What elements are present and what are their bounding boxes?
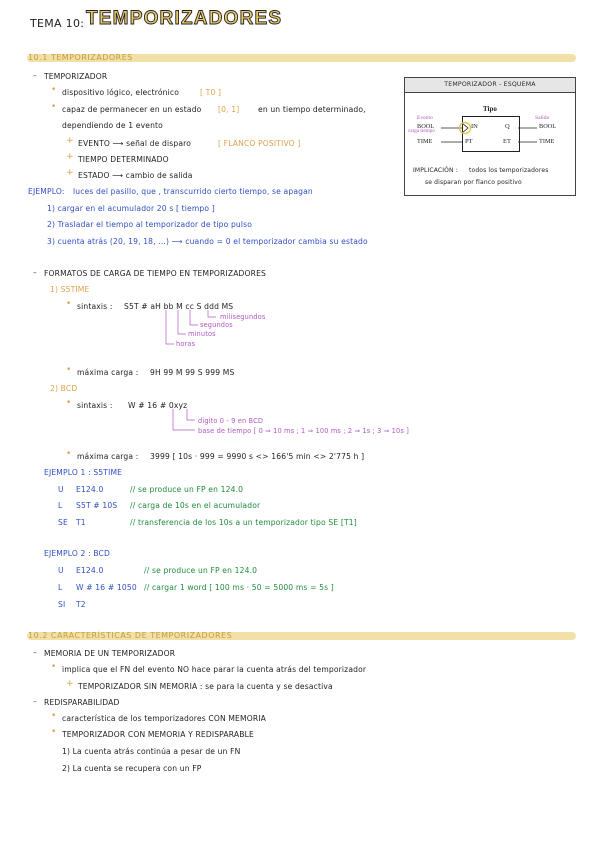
bool-right: BOOL [539,123,557,130]
tema-label: TEMA 10: [30,17,85,30]
dash-bullet: – [33,648,37,657]
redisp-heading: REDISPARABILIDAD [44,698,120,707]
evento-tag: [ FLANCO POSITIVO ] [218,139,301,148]
digito-label: dígito 0 - 9 en BCD [198,417,264,425]
ej2-row1-arg: E124.0 [76,566,104,575]
dot-bullet: • [66,398,72,408]
pin-et: ET [503,138,511,145]
schema-title: TEMPORIZADOR - ESQUEMA [405,78,575,93]
ej-step-3: 3) cuenta atrás (20, 19, 18, ...) ⟶ cuando = 0 el temporizador cambia su estado [47,237,368,246]
ej2-row2-arg: W # 16 # 1050 [76,583,137,592]
base-label: base de tiempo [ 0 ⇒ 10 ms ; 1 ⇒ 100 ms ; 2 ⇒ 1s ; 3 ⇒ 10s ] [198,427,409,435]
ej1-row1-op: U [58,485,64,494]
ej-step-2: 2) Trasladar el tiempo al temporizador de tipo pulso [47,220,253,229]
dot-bullet: • [66,299,72,309]
ej2-row3-op: SI [58,600,66,609]
tiempo-text: TIEMPO DETERMINADO [78,155,169,164]
pin-q: Q [505,123,510,130]
max-value: 9H 99 M 99 S 999 MS [150,368,235,377]
ej2-row2-op: L [58,583,63,592]
dot-bullet: • [51,85,57,95]
min-label: minutos [188,330,216,338]
memoria-b1: implica que el FN del evento NO hace parar la cuenta atrás del temporizador [62,665,367,674]
ej-step-1: 1) cargar en el acumulador 20 s [ tiempo ] [47,204,215,213]
max-label: máxima carga : [77,368,139,377]
ej1-row3-comment: // transferencia de los 10s a un temporizador tipo SE [T1] [130,518,357,527]
s5time-label: 1) S5TIME [50,285,90,294]
b2-rest: en un tiempo determinado, [258,105,366,114]
bcd-label: 2) BCD [50,384,78,393]
memoria-heading: MEMORIA DE UN TEMPORIZADOR [44,649,176,658]
ej1-row2-arg: S5T # 10S [76,501,118,510]
sintaxis-label: sintaxis : [77,302,113,311]
ej2-row2-comment: // cargar 1 word [ 100 ms · 50 = 5000 ms = 5s ] [144,583,334,592]
schema-wires [405,78,575,195]
ej1-row1-comment: // se produce un FP en 124.0 [130,485,244,494]
formatos-heading: FORMATOS DE CARGA DE TIEMPO EN TEMPORIZADORES [44,269,267,278]
dot-bullet: • [51,662,57,672]
bcd-max-value: 3999 [ 10s · 999 = 9990 s <> 166'5 min <> 2'775 h ] [150,452,365,461]
b1-tag: [ T0 ] [200,88,222,97]
hora-label: horas [176,340,196,348]
plus-bullet: + [66,679,74,689]
plus-bullet: + [66,152,74,162]
impl-line2: se disparan por flanco positivo [425,179,522,186]
salida-label: Salida [535,115,549,121]
dot-bullet: • [51,102,57,112]
carga-label: carga tiempo [408,128,435,134]
evento-text: EVENTO ⟶ señal de disparo [78,139,192,148]
bcd-sintaxis-value: W # 16 # 0xyz [128,401,188,410]
ej1-title: EJEMPLO 1 : S5TIME [44,468,123,477]
schema-tipo: Tipo [483,105,497,113]
bcd-max-label: máxima carga : [77,452,139,461]
schema-box [404,77,576,196]
b1-text: dispositivo lógico, electrónico [62,88,179,97]
dot-bullet: • [51,727,57,737]
estado-text: ESTADO ⟶ cambio de salida [78,171,193,180]
redisp-step-1: 1) La cuenta atrás continúa a pesar de un FN [62,747,241,756]
section-title-10-2: 10.2 CARACTERÍSTICAS DE TEMPORIZADORES [28,631,233,640]
memoria-b2: TEMPORIZADOR SIN MEMORIA : se para la cuenta y se desactiva [78,682,333,691]
dot-bullet: • [66,365,72,375]
time-right: TIME [539,138,555,145]
ej2-title: EJEMPLO 2 : BCD [44,549,111,558]
ej2-row3-arg: T2 [76,600,86,609]
b2-text: capaz de permanecer en un estado [62,105,202,114]
impl-text: todos los temporizadores [469,167,549,174]
page-title: TEMPORIZADORES [86,8,283,29]
ej1-row2-op: L [58,501,63,510]
temporizador-heading: TEMPORIZADOR [44,72,108,81]
ms-label: milisegundos [220,313,266,321]
dash-bullet: – [33,697,37,706]
b2-tag: [0, 1] [218,105,240,114]
dot-bullet: • [66,449,72,459]
ej1-row3-arg: T1 [76,518,86,527]
redisp-b2: TEMPORIZADOR CON MEMORIA Y REDISPARABLE [62,730,254,739]
ejemplo-text: luces del pasillo, que , transcurrido cierto tiempo, se apagan [73,187,313,196]
bcd-sintaxis-label: sintaxis : [77,401,113,410]
time-left: TIME [417,138,433,145]
dash-bullet: – [33,71,37,80]
redisp-step-2: 2) La cuenta se recupera con un FP [62,764,202,773]
impl-label: IMPLICACIÓN : [413,167,458,174]
plus-bullet: + [66,136,74,146]
section-title-10-1: 10.1 TEMPORIZADORES [28,53,133,62]
ej1-row2-comment: // carga de 10s en el acumulador [130,501,261,510]
dot-bullet: • [51,711,57,721]
bool-left: BOOL [417,123,435,130]
dash-bullet: – [33,268,37,277]
ejemplo-label: EJEMPLO: [28,187,65,196]
plus-bullet: + [66,168,74,178]
seg-label: segundos [200,321,233,329]
ej1-row3-op: SE [58,518,68,527]
evento-label: Evento [417,115,433,121]
ej1-row1-arg: E124.0 [76,485,104,494]
ej2-row1-comment: // se produce un FP en 124.0 [144,566,258,575]
redisp-b1: característica de los temporizadores CON MEMORIA [62,714,266,723]
pin-pt: PT [465,138,473,145]
pin-in: IN [471,123,478,130]
sintaxis-value: S5T # aH bb M cc S ddd MS [124,302,234,311]
ej2-row1-op: U [58,566,64,575]
b2-line2: dependiendo de 1 evento [62,121,163,130]
